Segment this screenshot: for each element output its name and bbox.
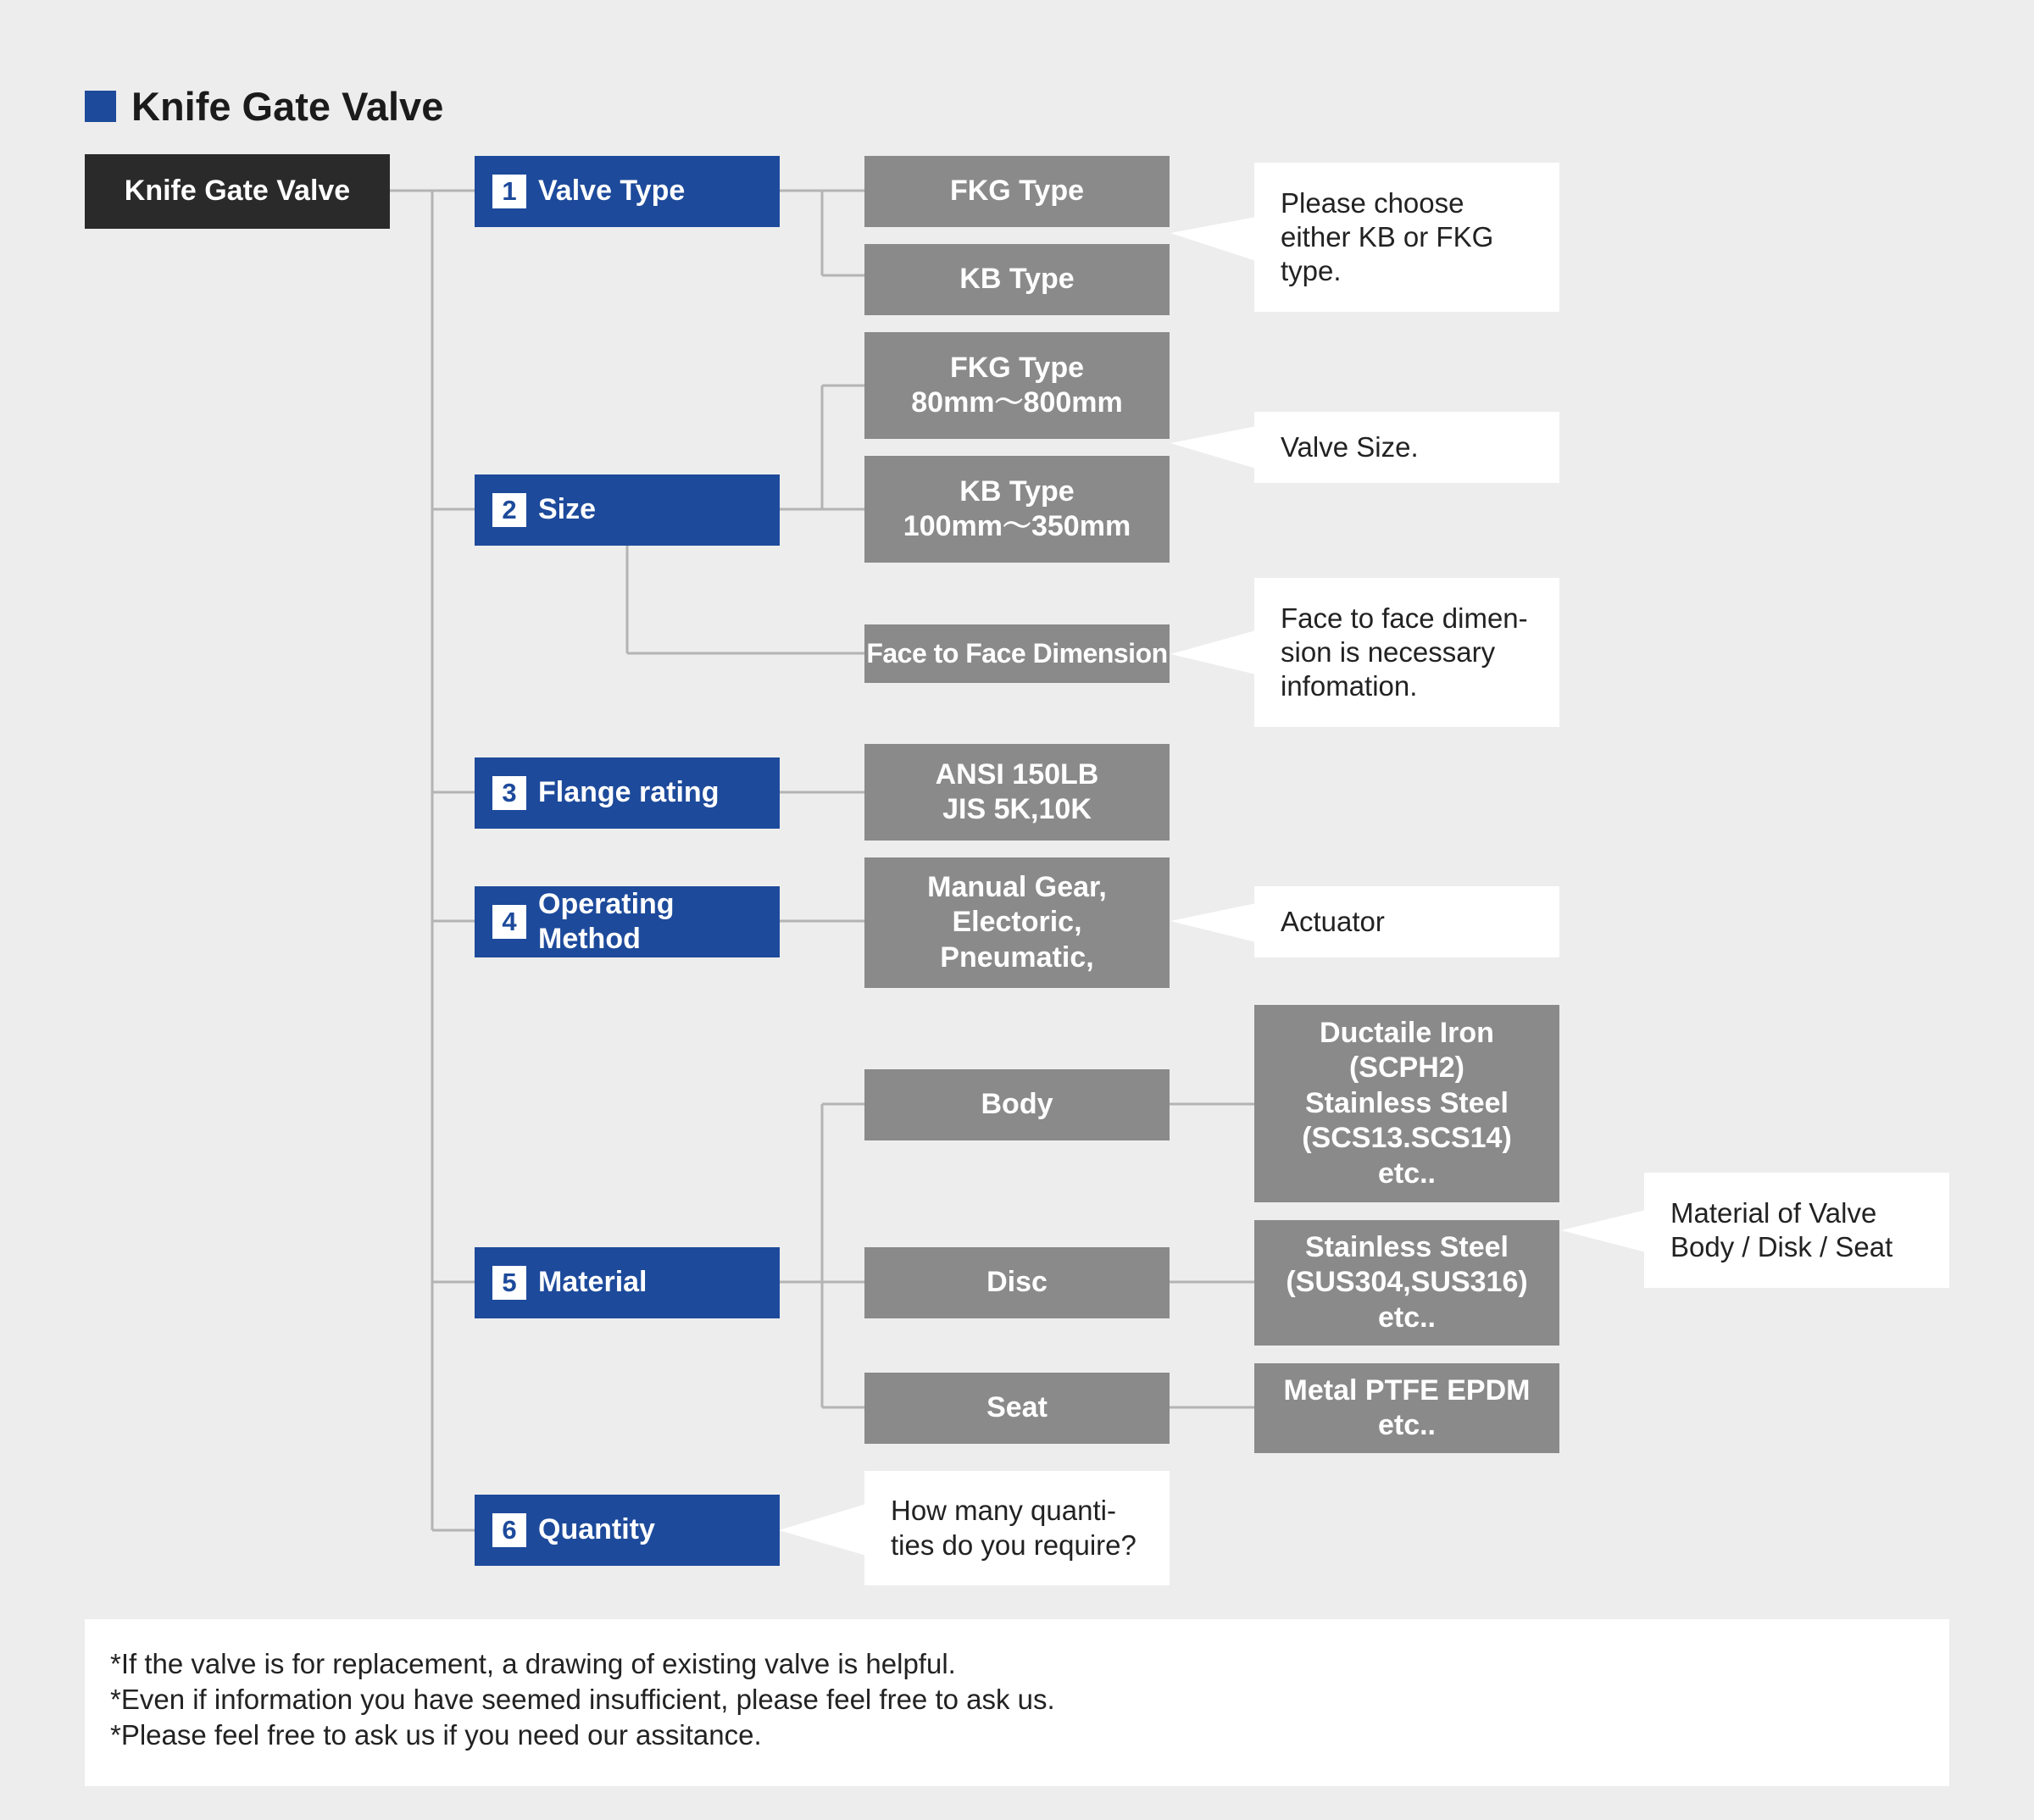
- root-node: [85, 154, 390, 229]
- option-label: Metal PTFE EPDM etc..: [1283, 1373, 1531, 1441]
- page-title: Knife Gate Valve: [131, 84, 444, 129]
- root-label: Knife Gate Valve: [124, 175, 351, 208]
- note-text: Material of Valve Body / Disk / Seat: [1670, 1196, 1893, 1262]
- step-number: 3: [492, 776, 526, 810]
- footer-note: *Even if information you have seemed insufficient, please feel free to ask us.: [110, 1683, 1055, 1715]
- note-quantity: [864, 1471, 1170, 1585]
- note-valve-type: [1254, 163, 1559, 312]
- option-kb-type: [864, 244, 1170, 315]
- step-size: [475, 474, 780, 546]
- note-text: Face to face dimen- sion is necessary infomation.: [1281, 602, 1528, 702]
- footer-note: *If the valve is for replacement, a drawing of existing valve is helpful.: [110, 1648, 956, 1679]
- note-face-to-face: [1254, 578, 1559, 727]
- note-text: Please choose either KB or FKG type.: [1281, 186, 1494, 287]
- step-number: 6: [492, 1513, 526, 1547]
- option-seat: [864, 1373, 1170, 1444]
- option-label: Ductaile Iron (SCPH2) Stainless Steel (SCS13.SCS14) etc..: [1302, 1016, 1512, 1190]
- pointer-valve-type-note: [1170, 217, 1256, 261]
- step-number: 1: [492, 175, 526, 208]
- option-label: Face to Face Dimension: [866, 637, 1168, 669]
- option-label: KB Type: [959, 263, 1075, 296]
- option-operating: [864, 857, 1170, 988]
- step-label: Operating Method: [538, 887, 675, 955]
- option-disc-material: [1254, 1220, 1559, 1346]
- note-text: How many quanti- ties do you require?: [891, 1495, 1136, 1561]
- step-label: Flange rating: [538, 776, 720, 809]
- option-disc: [864, 1247, 1170, 1318]
- option-label: Body: [981, 1088, 1053, 1121]
- option-label: Stainless Steel (SUS304,SUS316) etc..: [1286, 1230, 1528, 1334]
- pointer-actuator-note: [1170, 903, 1256, 942]
- footer-note: *Please feel free to ask us if you need our assitance.: [110, 1718, 762, 1751]
- step-material: [475, 1247, 780, 1318]
- note-actuator: [1254, 886, 1559, 957]
- step-label: Material: [538, 1266, 647, 1299]
- step-flange-rating: [475, 757, 780, 829]
- step-valve-type: [475, 156, 780, 227]
- option-flange: [864, 744, 1170, 841]
- step-label: Size: [538, 493, 597, 526]
- option-face-to-face: [864, 624, 1170, 683]
- option-label: KB Type 100mm～350mm: [903, 474, 1131, 542]
- option-body-material: [1254, 1005, 1559, 1202]
- heading-marker: [85, 91, 116, 122]
- option-seat-material: [1254, 1363, 1559, 1453]
- option-label: ANSI 150LB JIS 5K,10K: [935, 757, 1099, 825]
- pointer-material-note: [1561, 1210, 1646, 1252]
- note-text: Actuator: [1281, 905, 1385, 937]
- step-label: Quantity: [538, 1513, 655, 1546]
- option-label: Disc: [986, 1266, 1048, 1299]
- option-label: FKG Type 80mm～800mm: [911, 351, 1123, 419]
- note-valve-size: [1254, 412, 1559, 483]
- step-quantity: [475, 1495, 780, 1566]
- option-label: FKG Type: [949, 175, 1085, 208]
- step-label: Valve Type: [538, 175, 686, 208]
- option-label: Manual Gear, Electoric, Pneumatic,: [927, 870, 1107, 974]
- footer-notes: [85, 1619, 1949, 1786]
- step-number: 4: [492, 905, 526, 939]
- option-fkg-type: [864, 156, 1170, 227]
- step-operating-method: [475, 886, 780, 957]
- step-number: 5: [492, 1266, 526, 1300]
- note-material: [1644, 1173, 1949, 1288]
- note-text: Valve Size.: [1281, 430, 1419, 463]
- pointer-face-note: [1170, 630, 1256, 674]
- option-kb-size: [864, 456, 1170, 563]
- step-number: 2: [492, 493, 526, 527]
- option-body: [864, 1069, 1170, 1140]
- pointer-valve-size-note: [1170, 426, 1256, 469]
- option-label: Seat: [986, 1391, 1048, 1424]
- page-heading: [85, 83, 443, 130]
- pointer-quantity-note: [779, 1504, 866, 1556]
- option-fkg-size: [864, 332, 1170, 439]
